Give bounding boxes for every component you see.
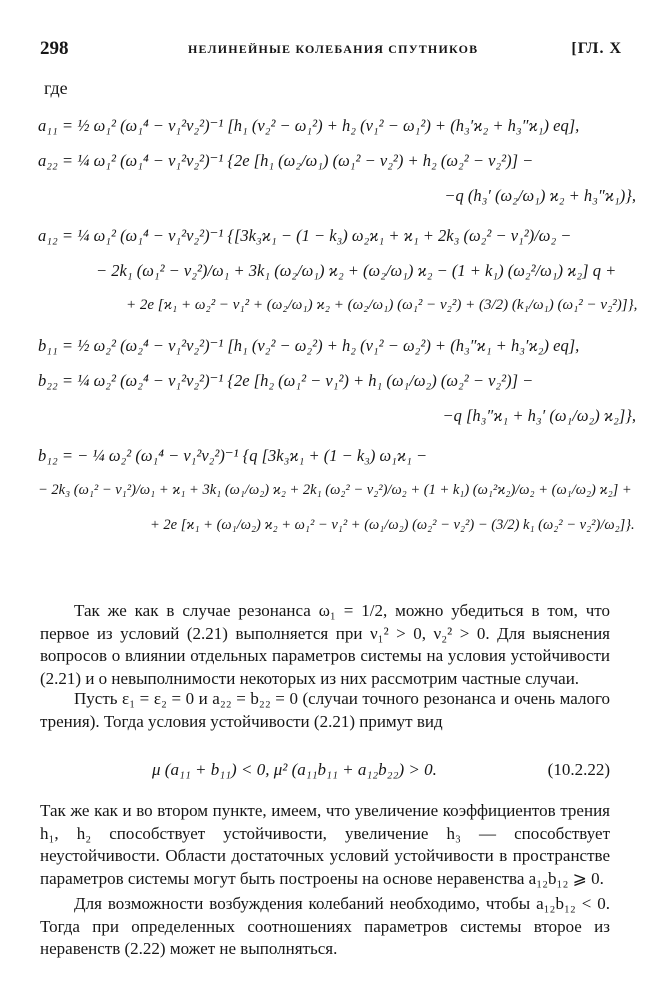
stability-condition-equation: [40, 760, 612, 786]
equation-body: μ (a₁₁ + b₁₁) < 0, μ² (a₁₁b₁₁ + a₁₂b₂₂) > 0.: [152, 760, 437, 779]
page-number: 298: [40, 38, 69, 59]
formula-b22-line1: b₂₂ = ¼ ω₂² (ω₂⁴ − ν₁²ν₂²)⁻¹ {2e [h₂ (ω₁² − ν₁²) + h₁ (ω₁/ω₂) (ω₂² − ν₂²)] −: [38, 371, 534, 390]
where-label: где: [44, 78, 68, 98]
formula-a11: a₁₁ = ½ ω₁² (ω₁⁴ − ν₁²ν₂²)⁻¹ [h₁ (ν₂² − ω₁²) + h₂ (ν₁² − ω₁²) + (h₃′ϰ₂ + h₃″ϰ₁) eq],: [38, 116, 580, 135]
formula-b11: b₁₁ = ½ ω₂² (ω₂⁴ − ν₁²ν₂²)⁻¹ [h₁ (ν₂² − ω₂²) + h₂ (ν₁² − ω₂²) + (h₃″ϰ₁ + h₃′ϰ₂) eq],: [38, 336, 580, 355]
formula-block: [38, 108, 636, 543]
formula-b12-line2: − 2k₃ (ω₁² − ν₁²)/ω₁ + ϰ₁ + 3k₁ (ω₁/ω₂) ϰ₂ + 2k₁ (ω₂² − ν₂²)/ω₂ + (1 + k₁) (ω₁²ϰ₂)/ω₂ + (ω₁/ω₂) ϰ₂] +: [38, 482, 632, 498]
paragraph-text: Так же как в случае резонанса ω₁ = 1/2, можно убедиться в том, что первое из условий (2.21) выполняется при ν₁² > 0, ν₂² > 0. Для выяснения вопросов о влиянии отдельных параметров системы на условия устойчивости (2.21) и о невыполнимости некоторых из них рассмотрим частные случаи.: [40, 601, 610, 688]
paragraph-text: Пусть ε₁ = ε₂ = 0 и a₂₂ = b₂₂ = 0 (случаи точного резонанса и очень малого трения). Тогда условия устойчивости (2.21) примут вид: [40, 689, 610, 731]
paragraph-resonance: [40, 600, 610, 690]
paragraph-assumption: [40, 688, 610, 733]
formula-a12-line3: + 2e [ϰ₁ + ω₂² − ν₁² + (ω₂/ω₁) ϰ₂ + (ω₂/ω₁) (ω₁² − ν₂²) + (3/2) (k₁/ω₁) (ω₁² − ν₂²)]},: [126, 297, 638, 313]
formula-a12-line2: − 2k₁ (ω₁² − ν₂²)/ω₁ + 3k₁ (ω₂/ω₁) ϰ₂ + (ω₂/ω₁) ϰ₂ − (1 + k₁) (ω₂²/ω₁) ϰ₂] q +: [96, 261, 617, 280]
paragraph-text: Для возможности возбуждения колебаний необходимо, чтобы a₁₂b₁₂ < 0. Тогда при определенных соотношениях параметров системы второе из неравенств (2.22) может не выполняться.: [40, 894, 610, 958]
running-title: НЕЛИНЕЙНЫЕ КОЛЕБАНИЯ СПУТНИКОВ: [188, 42, 479, 56]
formula-b12-line3: + 2e [ϰ₁ + (ω₁/ω₂) ϰ₂ + ω₁² − ν₁² + (ω₁/ω₂) (ω₂² − ν₂²) − (3/2) k₁ (ω₂² − ν₂²)/ω₂]}.: [150, 517, 635, 533]
paragraph-excitation: [40, 893, 610, 961]
paragraph-friction: [40, 800, 610, 890]
formula-a22-line1: a₂₂ = ¼ ω₁² (ω₁⁴ − ν₁²ν₂²)⁻¹ {2e [h₁ (ω₂/ω₁) (ω₁² − ν₂²) + h₂ (ω₂² − ν₂²)] −: [38, 151, 534, 170]
formula-b22-line2: −q [h₃″ϰ₁ + h₃′ (ω₁/ω₂) ϰ₂]},: [442, 406, 636, 425]
paragraph-text: Так же как и во втором пункте, имеем, что увеличение коэффициентов трения h₁, h₂ способствует устойчивости, увеличение h₃ — способствует неустойчивости. Области достаточных условий устойчивости в пространстве параметров системы могут быть построены на основе неравенства a₁₂b₁₂ ⩾ 0.: [40, 801, 610, 888]
formula-a12-line1: a₁₂ = ¼ ω₁² (ω₁⁴ − ν₁²ν₂²)⁻¹ {[3k₃ϰ₁ − (1 − k₃) ω₂ϰ₁ + ϰ₁ + 2k₃ (ω₂² − ν₁²)/ω₂ −: [38, 226, 572, 245]
running-header: [40, 38, 622, 60]
formula-b12-line1: b₁₂ = − ¼ ω₂² (ω₁⁴ − ν₁²ν₂²)⁻¹ {q [3k₃ϰ₁ + (1 − k₃) ω₁ϰ₁ −: [38, 446, 428, 465]
formula-a22-line2: −q (h₃′ (ω₂/ω₁) ϰ₂ + h₃″ϰ₁)},: [444, 186, 636, 205]
chapter-label: [ГЛ. X: [571, 40, 622, 57]
equation-number: (10.2.22): [547, 760, 610, 779]
